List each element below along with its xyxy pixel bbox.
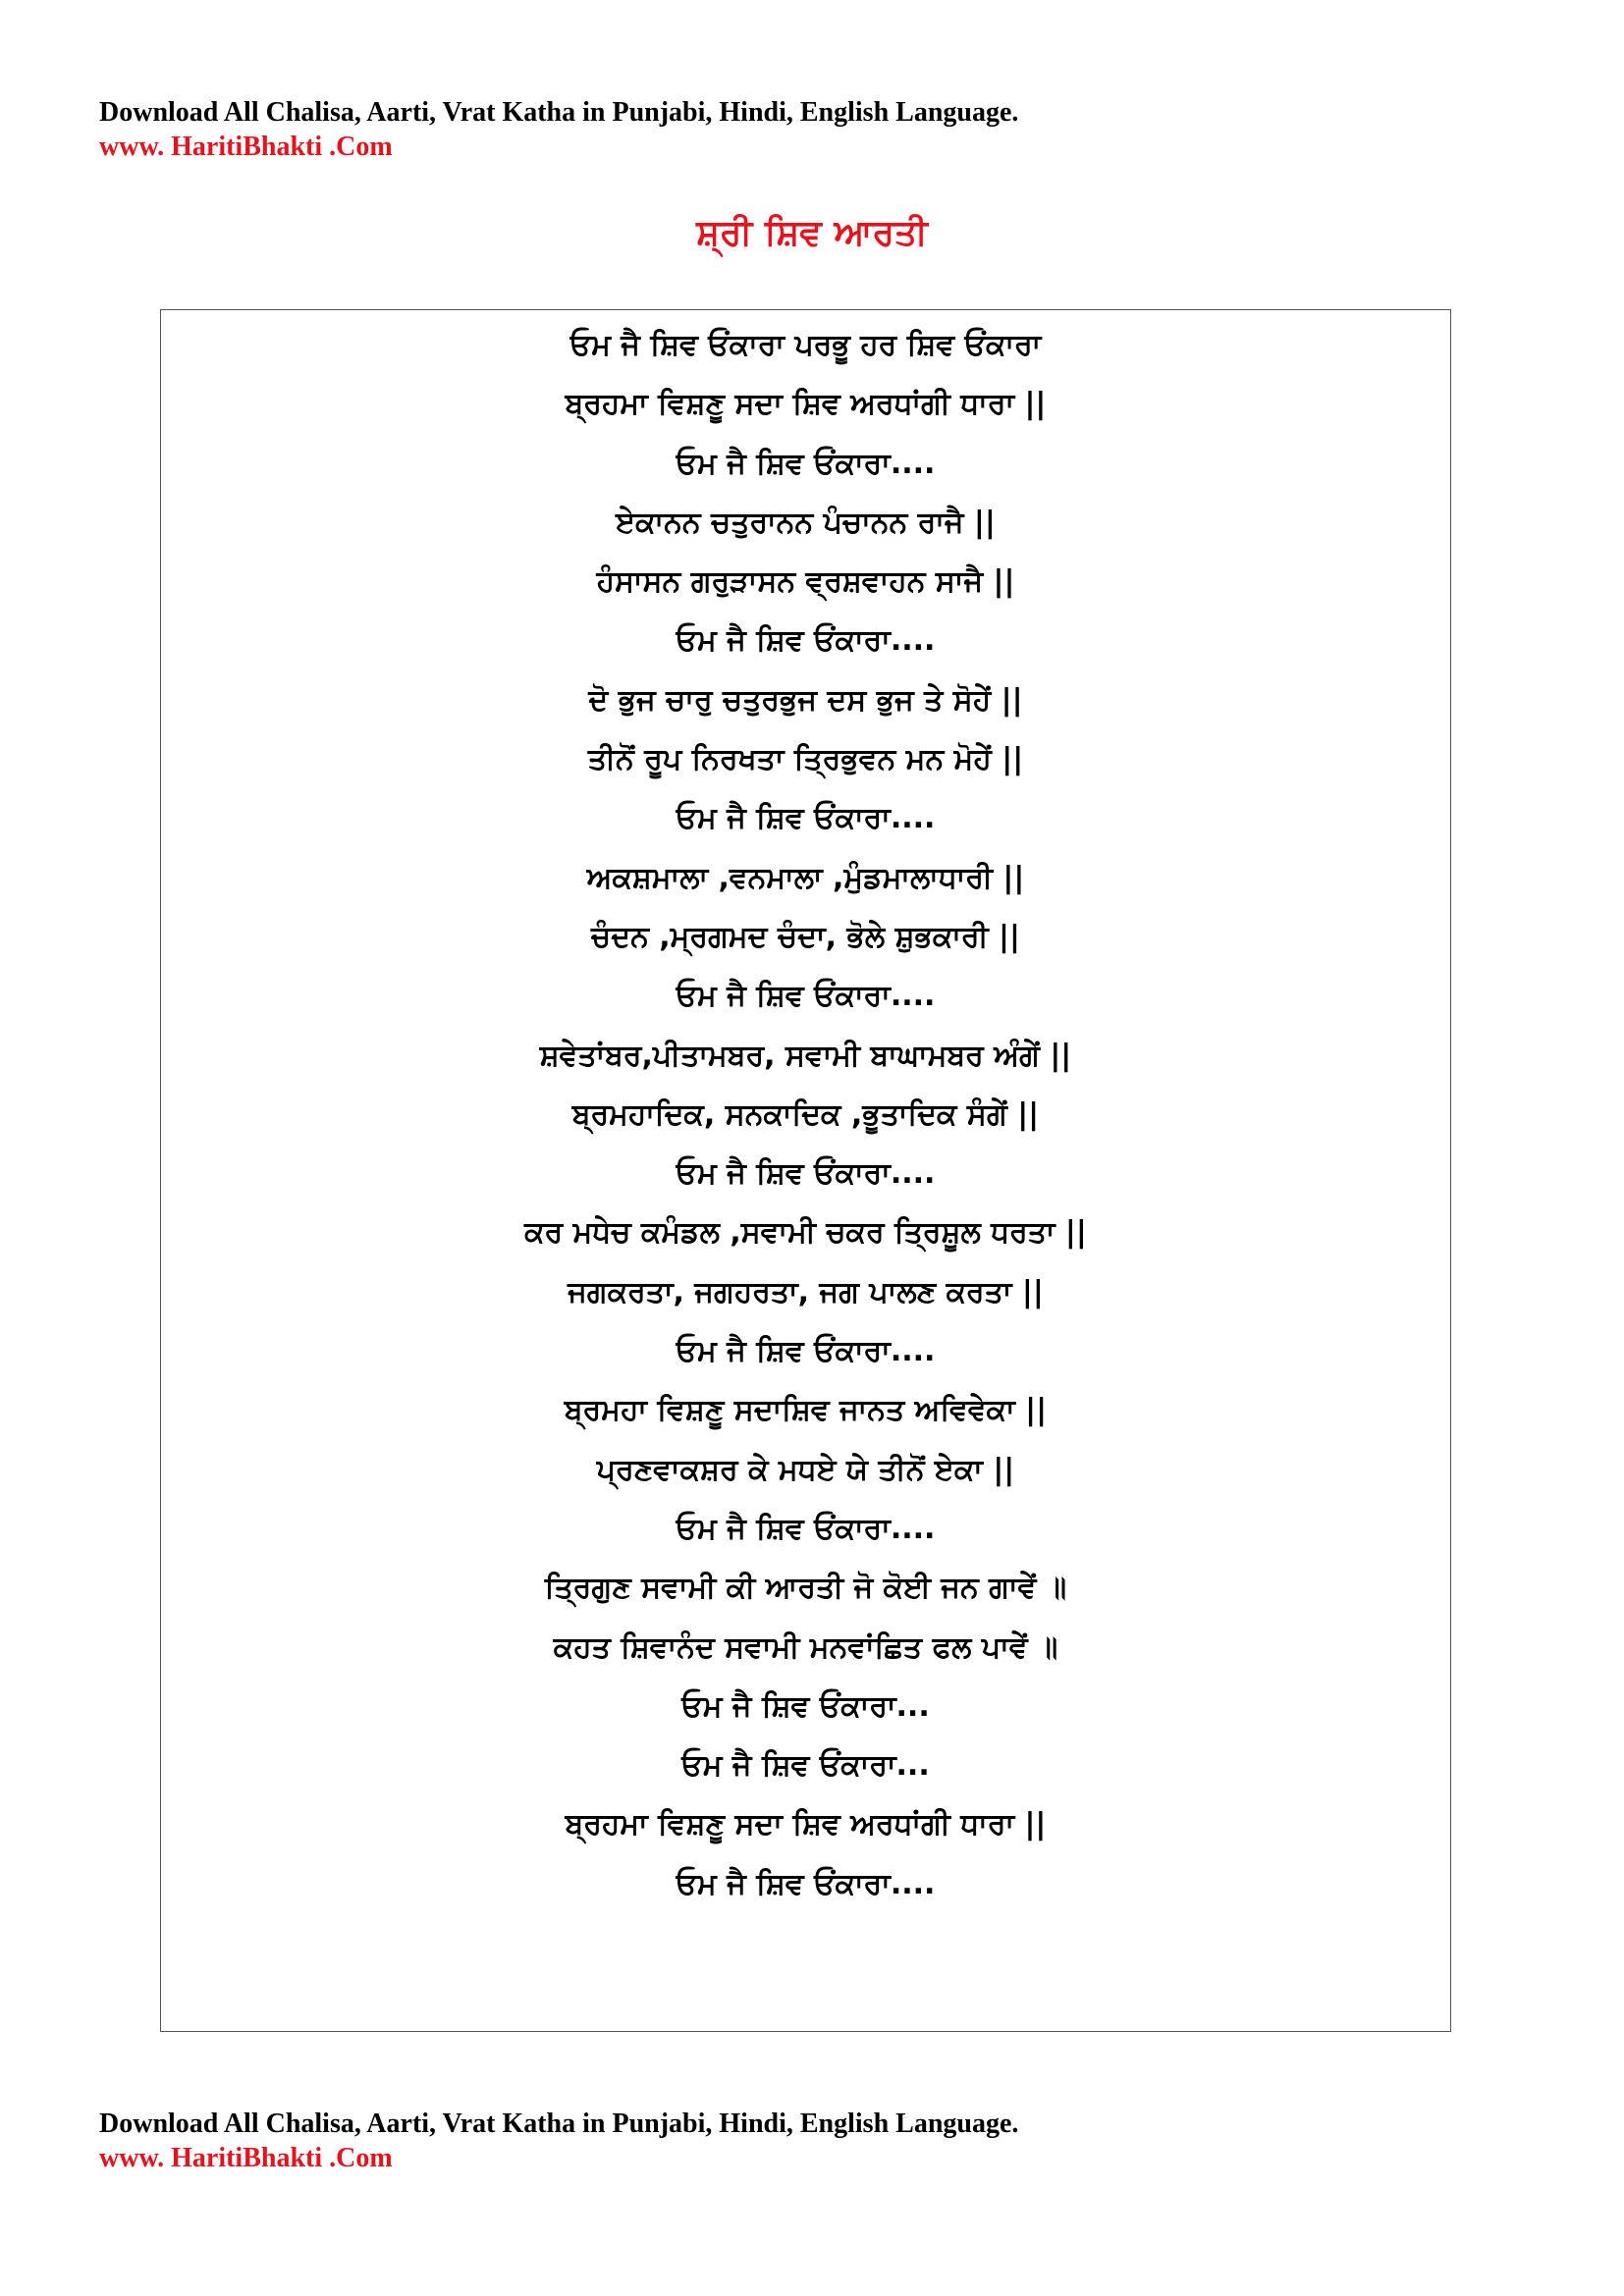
verse-list [161,316,1450,1914]
verse-line: ਚੰਦਨ ,ਮ੍ਰਗਮਦ ਚੰਦਾ, ਭੋਲੇ ਸ਼ੁਭਕਾਰੀ || [591,919,1020,954]
verse-line: ਓਮ ਜੈ ਸ਼ਿਵ ਓਂਕਾਰਾ ਪਰਭੂ ਹਰ ਸ਼ਿਵ ਓਂਕਾਰਾ [569,328,1042,362]
verse-line: ਜਗਕਰਤਾ, ਜਗਹਰਤਾ, ਜਗ ਪਾਲਣ ਕਰਤਾ || [568,1274,1044,1309]
verse-refrain: ਓਮ ਜੈ ਸ਼ਿਵ ਓਂਕਾਰਾ.... [676,801,936,836]
verse-line: ਏਕਾਨਨ ਚਤੁਰਾਨਨ ਪੰਚਾਨਨ ਰਾਜੈ || [616,505,996,540]
verse-refrain: ਓਮ ਜੈ ਸ਼ਿਵ ਓਂਕਾਰਾ.... [676,1511,936,1546]
verse-line: ਤ੍ਰਿਗੁਣ ਸਵਾਮੀ ਕੀ ਆਰਤੀ ਜੋ ਕੋਈ ਜਨ ਗਾਵੇਂ ॥ [544,1571,1067,1606]
verse-line: ਕਰ ਮਧੇਚ ਕਮੰਡਲ ,ਸਵਾਮੀ ਚਕਰ ਤ੍ਰਿਸ਼ੂਲ ਧਰਤਾ || [524,1215,1087,1251]
verse-line: ਬ੍ਰਮਹਾਦਿਕ, ਸਨਕਾਦਿਕ ,ਭੂਤਾਦਿਕ ਸੰਗੇਂ || [571,1096,1040,1132]
footer-promo-text: Download All Chalisa, Aarti, Vrat Katha in Punjabi, Hindi, English Language. [99,2109,1019,2139]
verse-line: ਬ੍ਰਹਮਾ ਵਿਸ਼ਣੂ ਸਦਾ ਸ਼ਿਵ ਅਰਧਾਂਗੀ ਧਾਰਾ || [565,387,1047,422]
verse-line: ਅਕਸ਼ਮਾਲਾ ,ਵਨਮਾਲਾ ,ਮੁੰਡਮਾਲਾਧਾਰੀ || [586,860,1025,895]
verse-refrain: ਓਮ ਜੈ ਸ਼ਿਵ ਓਂਕਾਰਾ.... [676,446,936,481]
verse-refrain: ਓਮ ਜੈ ਸ਼ਿਵ ਓਂਕਾਰਾ.... [676,1334,936,1369]
verse-line: ਬ੍ਰਹਮਾ ਵਿਸ਼ਣੂ ਸਦਾ ਸ਼ਿਵ ਅਰਧਾਂਗੀ ਧਾਰਾ || [565,1807,1047,1842]
header-promo-text: Download All Chalisa, Aarti, Vrat Katha in Punjabi, Hindi, English Language. [99,97,1019,128]
verse-refrain: ਓਮ ਜੈ ਸ਼ਿਵ ਓਂਕਾਰਾ... [681,1748,930,1784]
verse-refrain: ਓਮ ਜੈ ਸ਼ਿਵ ਓਂਕਾਰਾ.... [676,623,936,659]
verse-line: ਹੰਸਾਸਨ ਗਰੁੜਾਸਨ ਵ੍ਰਸ਼ਵਾਹਨ ਸਾਜੈ || [596,564,1015,600]
verse-refrain: ਓਮ ਜੈ ਸ਼ਿਵ ਓਂਕਾਰਾ.... [676,1156,936,1192]
verse-line: ਸ਼ਵੇਤਾਂਬਰ,ਪੀਤਾਮਬਰ, ਸਵਾਮੀ ਬਾਘਾਮਬਰ ਅੰਗੇਂ || [539,1038,1072,1073]
verse-refrain: ਓਮ ਜੈ ਸ਼ਿਵ ਓਂਕਾਰਾ... [681,1688,930,1724]
verse-refrain: ਓਮ ਜੈ ਸ਼ਿਵ ਓਂਕਾਰਾ.... [676,979,936,1014]
verse-line: ਕਹਤ ਸ਼ਿਵਾਨੰਦ ਸਵਾਮੀ ਮਨਵਾਂਛਿਤ ਫਲ ਪਾਵੇਂ ॥ [553,1629,1058,1665]
header-site-link[interactable]: www. HaritiBhakti .Com [99,132,393,162]
page-footer [99,2107,1376,2175]
page-header [99,95,1376,164]
verse-line: ਦੋ ਭੁਜ ਚਾਰੁ ਚਤੁਰਭੁਜ ਦਸ ਭੁਜ ਤੇ ਸੋਹੇਂ || [588,682,1023,718]
lyrics-box [160,309,1451,2032]
footer-site-link[interactable]: www. HaritiBhakti .Com [99,2143,393,2173]
verse-line: ਪ੍ਰਣਵਾਕਸ਼ਰ ਕੇ ਮਧਏ ਯੇ ਤੀਨੋਂ ਏਕਾ || [596,1452,1015,1487]
verse-refrain: ਓਮ ਜੈ ਸ਼ਿਵ ਓਂਕਾਰਾ.... [676,1866,936,1901]
verse-line: ਤੀਨੋਂ ਰੂਪ ਨਿਰਖਤਾ ਤ੍ਰਿਭੁਵਨ ਮਨ ਮੋਹੇਂ || [587,742,1024,777]
verse-line: ਬ੍ਰਮਹਾ ਵਿਸ਼ਣੂ ਸਦਾਸ਼ਿਵ ਜਾਨਤ ਅਵਿਵੇਕਾ || [564,1393,1048,1428]
page-title: ਸ਼੍ਰੀ ਸ਼ਿਵ ਆਰਤੀ [696,213,928,253]
